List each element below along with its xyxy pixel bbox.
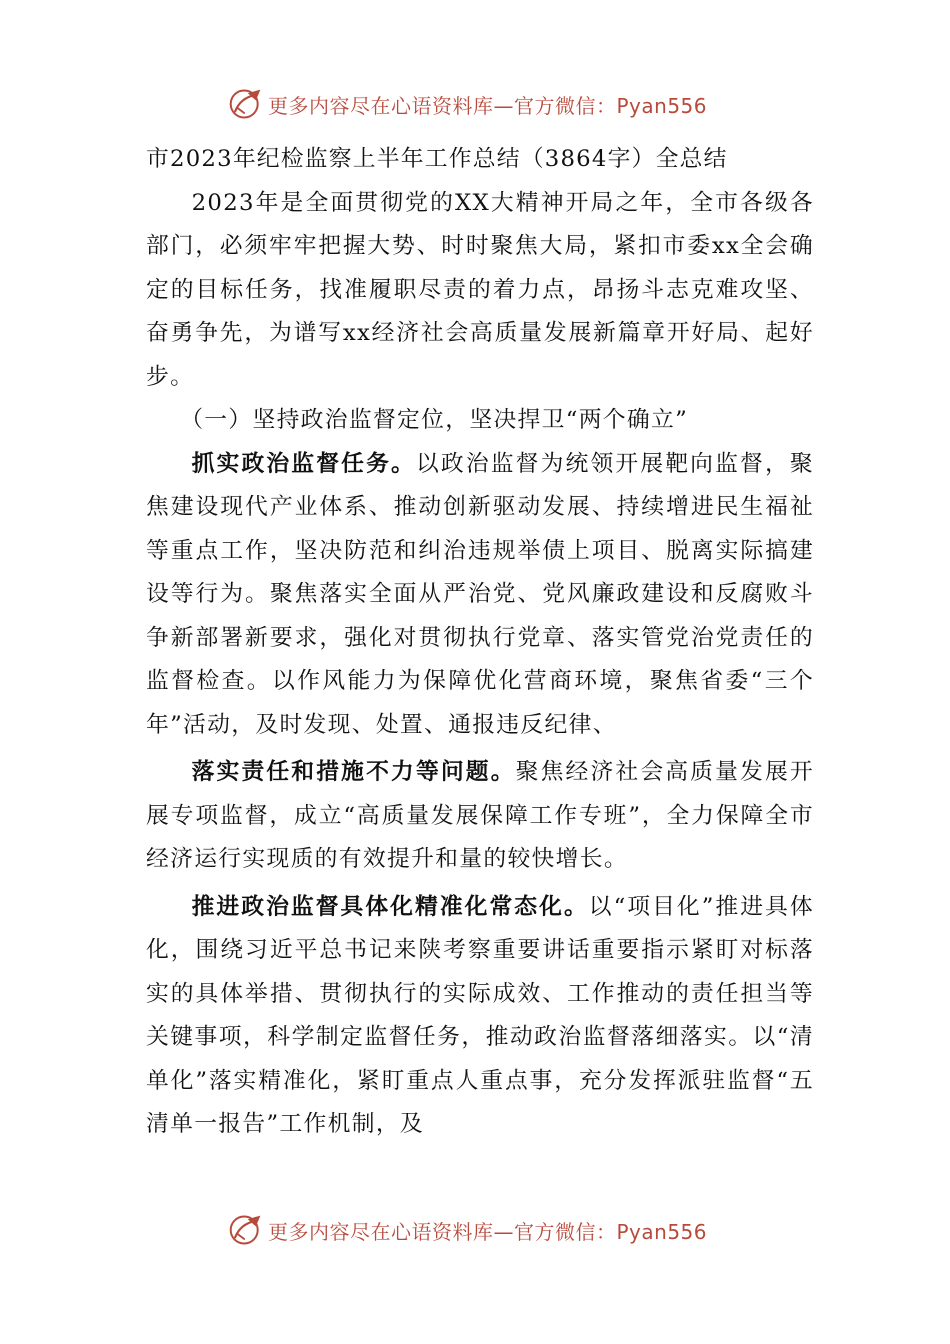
paragraph-lead: 抓实政治监督任务。: [191, 450, 416, 477]
document-body: [146, 138, 814, 1147]
paragraph-body: 以“项目化”推进具体化，围绕习近平总书记来陕考察重要讲话重要指示紧盯对标落实的具体举措、贯彻执行的实际成效、工作推动的责任担当等关键事项，科学制定监督任务，推动政治监督落细落实。以“清单化”落实精准化，紧盯重点人重点事，充分发挥派驻监督“五清单一报告”工作机制，及: [146, 893, 814, 1137]
paragraph-lead: 推进政治监督具体化精准化常态化。: [191, 893, 589, 920]
paragraph-lead: 落实责任和措施不力等问题。: [191, 759, 516, 785]
document-title: 市2023年纪检监察上半年工作总结（3864字）全总结: [146, 146, 728, 172]
section-heading: （一）坚持政治监督定位，坚决捍卫“两个确立”: [180, 407, 689, 433]
footer-banner: [228, 1210, 707, 1250]
pen-logo-icon: [228, 1212, 264, 1248]
paragraph-responsibility: [146, 751, 814, 882]
paragraph-body: 以政治监督为统领开展靶向监督，聚焦建设现代产业体系、推动创新驱动发展、持续增进民生福祉等重点工作，坚决防范和纠治违规举债上项目、脱离实际搞建设等行为。聚焦落实全面从严治党、党风廉政建设和反腐败斗争新部署新要求，强化对贯彻执行党章、落实管党治党责任的监督检查。以作风能力为保障优化营商环境，聚焦省委“三个年”活动，及时发现、处置、通报违反纪律、: [146, 450, 814, 738]
header-banner: [228, 84, 707, 124]
footer-banner-text: 更多内容尽在心语资料库—官方微信：Pyan556: [268, 1219, 708, 1244]
paragraph-body: 聚焦经济社会高质量发展开展专项监督，成立“高质量发展保障工作专班”，全力保障全市经济运行实现质的有效提升和量的较快增长。: [146, 759, 814, 872]
paragraph-political-supervision: [146, 443, 814, 748]
intro-paragraph: 2023年是全面贯彻党的XX大精神开局之年，全市各级各部门，必须牢牢把握大势、时时聚焦大局，紧扣市委xx全会确定的目标任务，找准履职尽责的着力点，昂扬斗志克难攻坚、奋勇争先，为谱写xx经济社会高质量发展新篇章开好局、起好步。: [146, 189, 814, 390]
pen-logo-icon: [228, 86, 264, 122]
header-banner-text: 更多内容尽在心语资料库—官方微信：Pyan556: [268, 93, 708, 118]
paragraph-normalization: [146, 886, 814, 1147]
